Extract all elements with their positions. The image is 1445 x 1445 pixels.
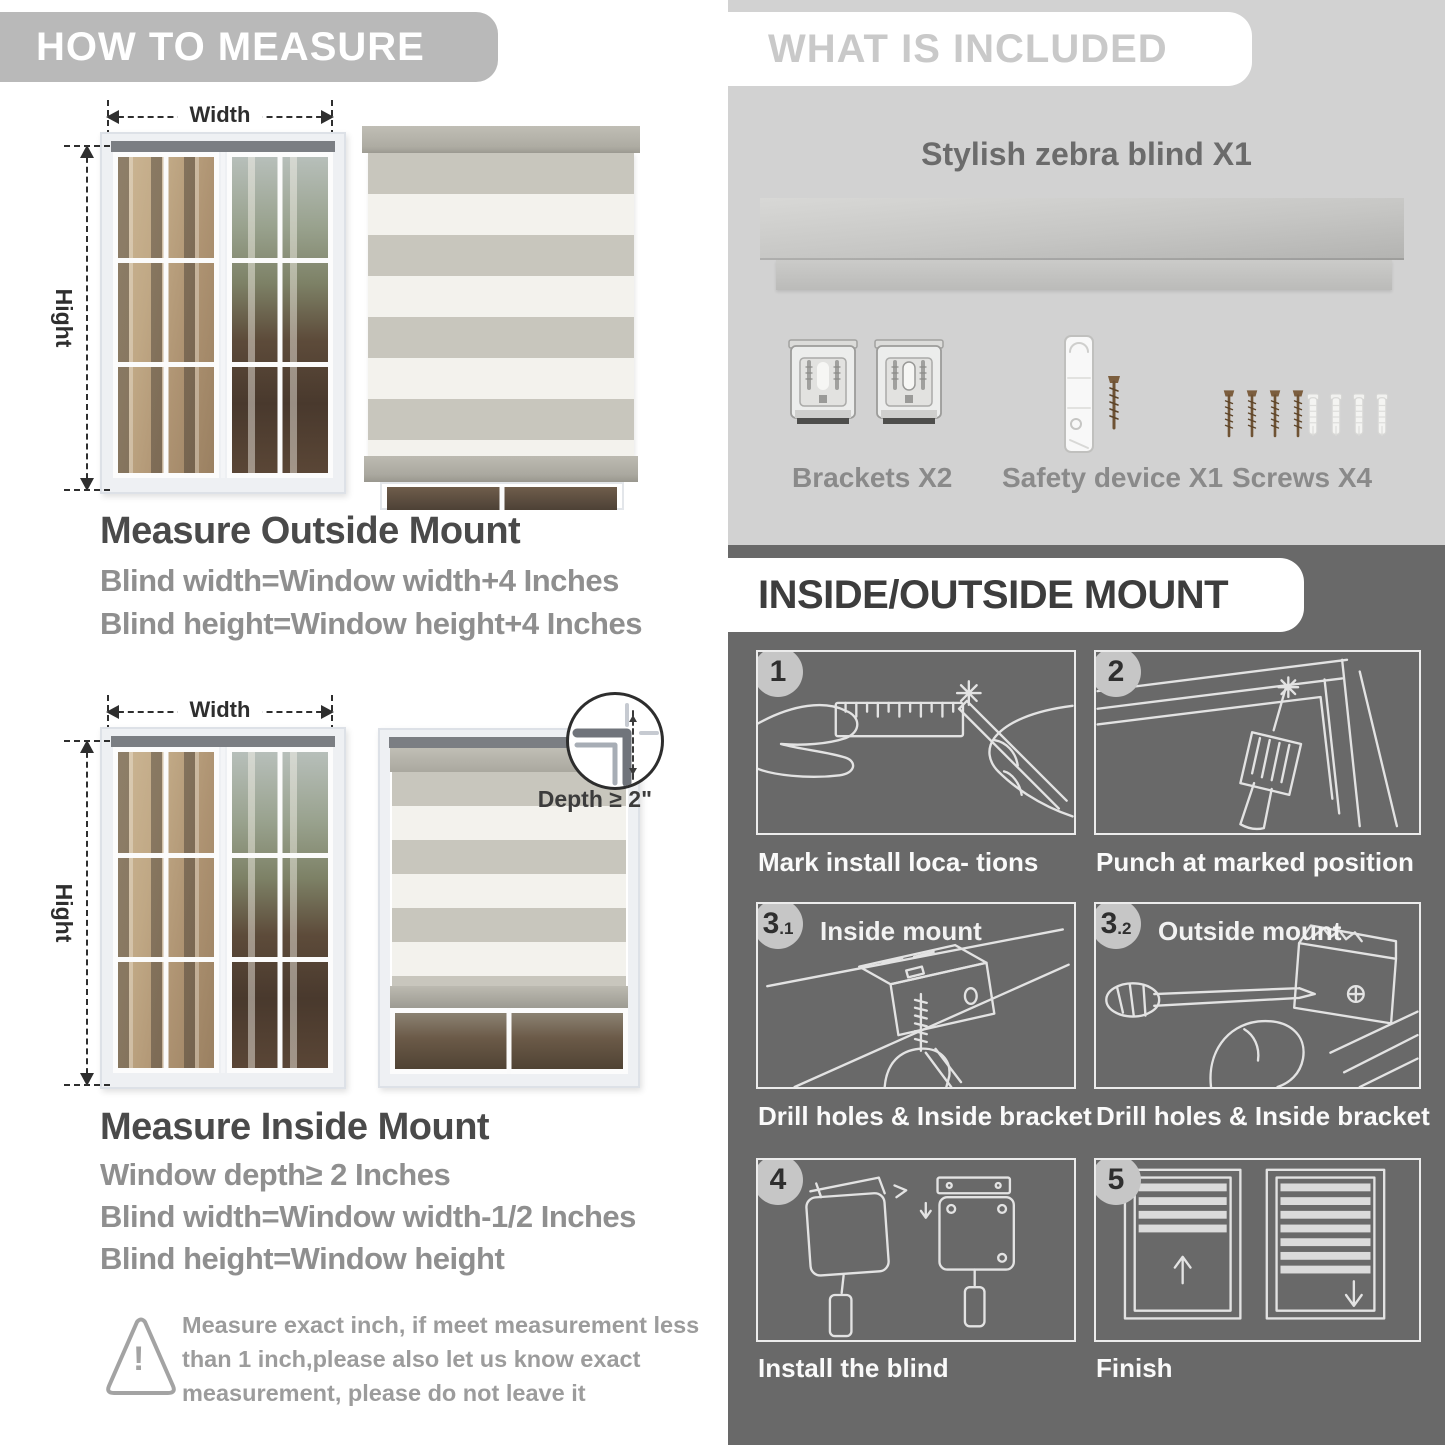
blind-cassette xyxy=(362,126,640,153)
step-panel-2 xyxy=(1094,650,1421,835)
blind-bottom-rail xyxy=(364,456,638,482)
hight-measure-arrow xyxy=(51,147,88,489)
screw-icon xyxy=(1291,386,1305,442)
step-panel-4 xyxy=(756,1158,1076,1342)
step-panel-3-2 xyxy=(1094,902,1421,1089)
depth-label: Depth ≥ 2" xyxy=(537,786,652,812)
window-center-mullion xyxy=(221,152,225,478)
step-badge-1: 1 xyxy=(756,650,803,697)
window-under-blind xyxy=(380,482,624,510)
width-label: Width xyxy=(178,102,263,128)
step-caption-3-2: Drill holes & Inside bracket xyxy=(1096,1101,1430,1131)
step-panel-1 xyxy=(756,650,1076,835)
mount-section-title: INSIDE/OUTSIDE MOUNT xyxy=(758,572,1229,617)
step-badge-3-2: 3 .2 xyxy=(1094,902,1141,949)
wall-anchor-icon xyxy=(1375,392,1389,440)
screw-icon xyxy=(1245,386,1259,442)
drill-corner-sketch xyxy=(1096,652,1419,833)
window-right-sash xyxy=(227,152,333,478)
window-left-sash xyxy=(113,152,219,478)
step-panel-5 xyxy=(1094,1158,1421,1342)
window-photo-outside xyxy=(100,132,346,494)
bracket-icon xyxy=(788,334,858,428)
screw-icon xyxy=(1222,386,1236,442)
how-to-measure-title: HOW TO MEASURE xyxy=(36,24,425,69)
blind-item-label: Stylish zebra blind X1 xyxy=(921,136,1252,172)
wall-anchor-icon xyxy=(1329,392,1343,440)
blind-headrail-image xyxy=(760,198,1404,260)
hight-label: Hight xyxy=(51,288,77,348)
window-corner-detail xyxy=(569,695,661,787)
what-is-included-header xyxy=(728,12,1252,86)
outside-mount-title: Measure Outside Mount xyxy=(100,510,521,552)
wall-anchor-icon xyxy=(1352,392,1366,440)
warning-exclamation: ! xyxy=(133,1340,145,1378)
inside-blind-rail xyxy=(390,986,628,1008)
window-photo-inside xyxy=(100,727,346,1089)
width-measure-arrow-2 xyxy=(108,697,332,722)
step-badge-2: 2 xyxy=(1094,650,1141,697)
screw-icon xyxy=(1268,386,1282,442)
how-to-measure-header xyxy=(0,12,498,82)
inside-mount-title: Measure Inside Mount xyxy=(100,1106,490,1148)
step-caption-5: Finish xyxy=(1096,1353,1173,1383)
step-badge-4: 4 xyxy=(756,1158,803,1205)
width-measure-arrow xyxy=(108,102,332,127)
what-is-included-title: WHAT IS INCLUDED xyxy=(768,26,1168,71)
zebra-blind-stripes xyxy=(368,153,634,456)
anchors-image xyxy=(1306,392,1389,440)
safety-device-label: Safety device X1 xyxy=(1002,462,1224,493)
hight-measure-arrow-2 xyxy=(51,742,88,1084)
screws-image xyxy=(1222,386,1305,442)
bracket-icon xyxy=(874,334,944,428)
step-caption-3-1: Drill holes & Inside bracket xyxy=(758,1101,1092,1131)
mount-section-header xyxy=(728,558,1304,632)
screw-icon xyxy=(1106,372,1122,434)
screws-label: Screws X4 xyxy=(1232,462,1373,493)
wall-anchor-icon xyxy=(1306,392,1320,440)
warning-text-line-2: than 1 inch,please also let us know exact xyxy=(182,1346,641,1372)
step-badge-3-1: 3 .1 xyxy=(756,902,803,949)
outside-mount-rule-2: Blind height=Window height+4 Inches xyxy=(100,606,642,641)
step-caption-2: Punch at marked position xyxy=(1096,847,1414,877)
inside-mount-panel-title: Inside mount xyxy=(820,916,982,946)
finish-sketch xyxy=(1096,1160,1419,1340)
brackets-label: Brackets X2 xyxy=(792,462,953,493)
depth-detail-circle xyxy=(566,692,664,790)
warning-text-line-3: measurement, please do not leave it xyxy=(182,1380,586,1406)
hight-label-2: Hight xyxy=(51,883,77,943)
inside-mount-rule-3: Blind height=Window height xyxy=(100,1241,505,1276)
brackets-image xyxy=(788,334,944,428)
inside-mount-rule-2: Blind width=Window width-1/2 Inches xyxy=(100,1199,636,1234)
safety-device-icon xyxy=(1062,334,1096,454)
what-is-included-section xyxy=(728,0,1445,545)
install-blind-sketch xyxy=(758,1160,1074,1340)
warning-text-line-1: Measure exact inch, if meet measurement less xyxy=(182,1312,700,1338)
inside-mount-rule-1: Window depth≥ 2 Inches xyxy=(100,1157,451,1192)
step-caption-4: Install the blind xyxy=(758,1353,949,1383)
step-caption-1: Mark install loca- tions xyxy=(758,847,1039,877)
outside-mount-rule-1: Blind width=Window width+4 Inches xyxy=(100,563,619,598)
inside-outside-mount-section xyxy=(728,545,1445,1445)
outside-mount-panel-title: Outside mount xyxy=(1158,916,1342,946)
blind-headrail-underside xyxy=(776,260,1392,290)
step-panel-3-1 xyxy=(756,902,1076,1089)
window-top-jamb xyxy=(111,141,335,152)
mark-ruler-sketch xyxy=(758,652,1074,833)
step-badge-5: 5 xyxy=(1094,1158,1141,1205)
width-label-2: Width xyxy=(178,697,263,723)
